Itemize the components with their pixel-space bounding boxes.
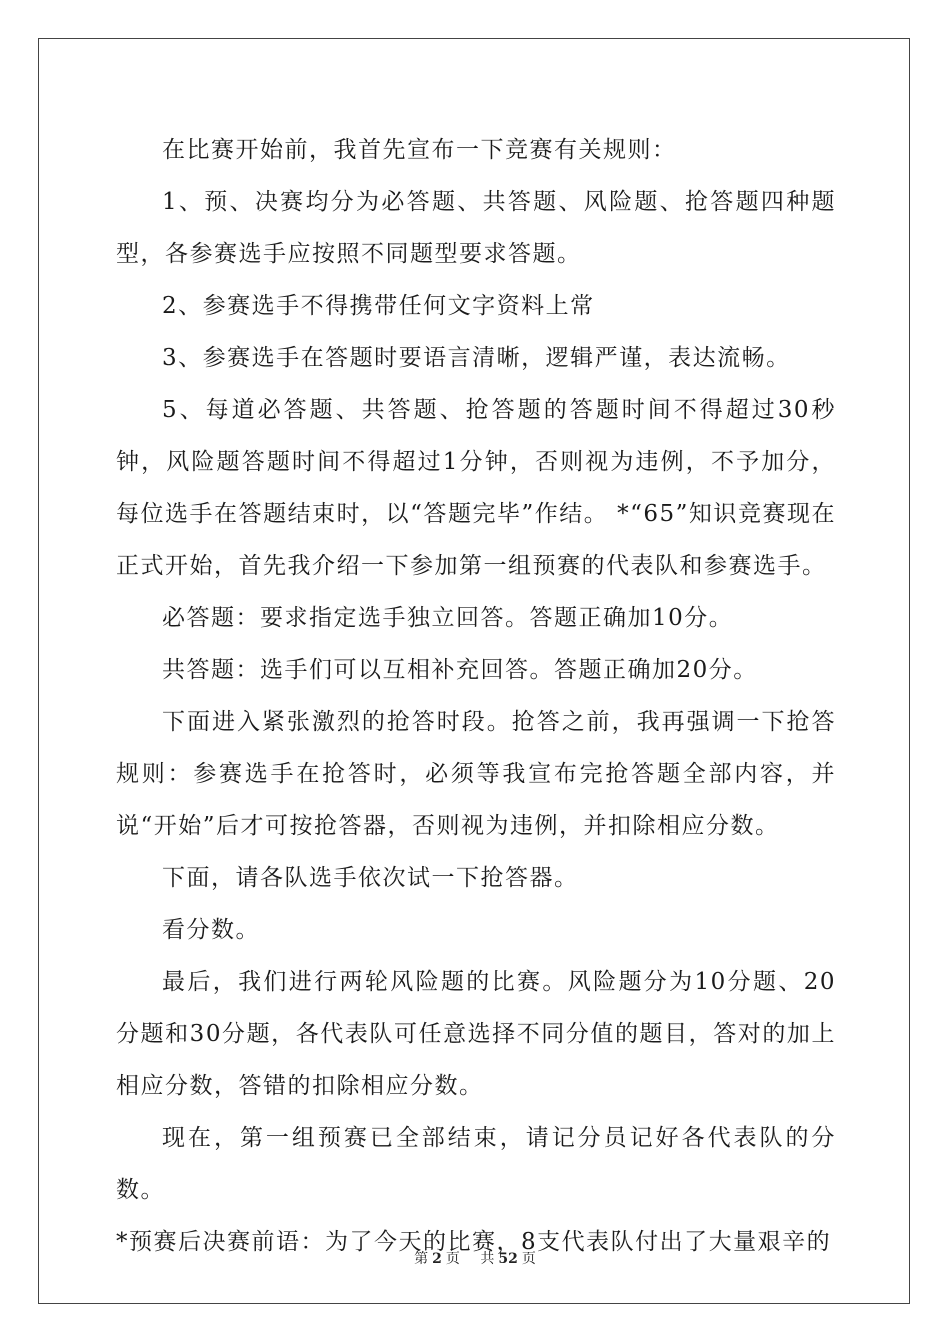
total-pages: 52 (498, 1251, 518, 1267)
total-indicator (476, 1251, 539, 1267)
paragraph: 1、预、决赛均分为必答题、共答题、风险题、抢答题四种题型，各参赛选手应按照不同题型要求答题。 (116, 189, 836, 267)
paragraph: 看分数。 (162, 917, 260, 943)
paragraph: 3、参赛选手在答题时要语言清晰，逻辑严谨，表达流畅。 (162, 345, 791, 371)
paragraph: 现在，第一组预赛已全部结束，请记分员记好各代表队的分数。 (116, 1125, 836, 1203)
paragraph: 在比赛开始前，我首先宣布一下竞赛有关规则： (162, 137, 677, 163)
document-body (116, 124, 836, 1268)
page-footer (0, 1248, 950, 1268)
page-prefix: 第 (414, 1251, 429, 1267)
paragraph: 最后，我们进行两轮风险题的比赛。风险题分为10分题、20分题和30分题，各代表队可任意选择不同分值的题目，答对的加上相应分数，答错的扣除相应分数。 (116, 969, 836, 1099)
page-number: 2 (432, 1251, 442, 1267)
paragraph: 下面，请各队选手依次试一下抢答器。 (162, 865, 579, 891)
paragraph: 下面进入紧张激烈的抢答时段。抢答之前，我再强调一下抢答规则：参赛选手在抢答时，必须等我宣布完抢答题全部内容，并说“开始”后才可按抢答器，否则视为违例，并扣除相应分数。 (116, 709, 836, 839)
total-prefix: 共 (480, 1251, 495, 1267)
page-indicator (410, 1251, 464, 1267)
page-suffix: 页 (445, 1251, 460, 1267)
paragraph: *预赛后决赛前语：为了今天的比赛，8支代表队付出了大量艰辛的 (116, 1229, 832, 1255)
total-suffix: 页 (521, 1251, 536, 1267)
paragraph: 共答题：选手们可以互相补充回答。答题正确加20分。 (162, 657, 758, 683)
paragraph: 必答题：要求指定选手独立回答。答题正确加10分。 (162, 605, 734, 631)
paragraph: 2、参赛选手不得携带任何文字资料上常 (162, 293, 595, 319)
paragraph: 5、每道必答题、共答题、抢答题的答题时间不得超过30秒钟，风险题答题时间不得超过1分钟，否则视为违例，不予加分，每位选手在答题结束时，以“答题完毕”作结。 *“65”知识竞赛现在正式开始，首先我介绍一下参加第一组预赛的代表队和参赛选手。 (116, 397, 836, 579)
